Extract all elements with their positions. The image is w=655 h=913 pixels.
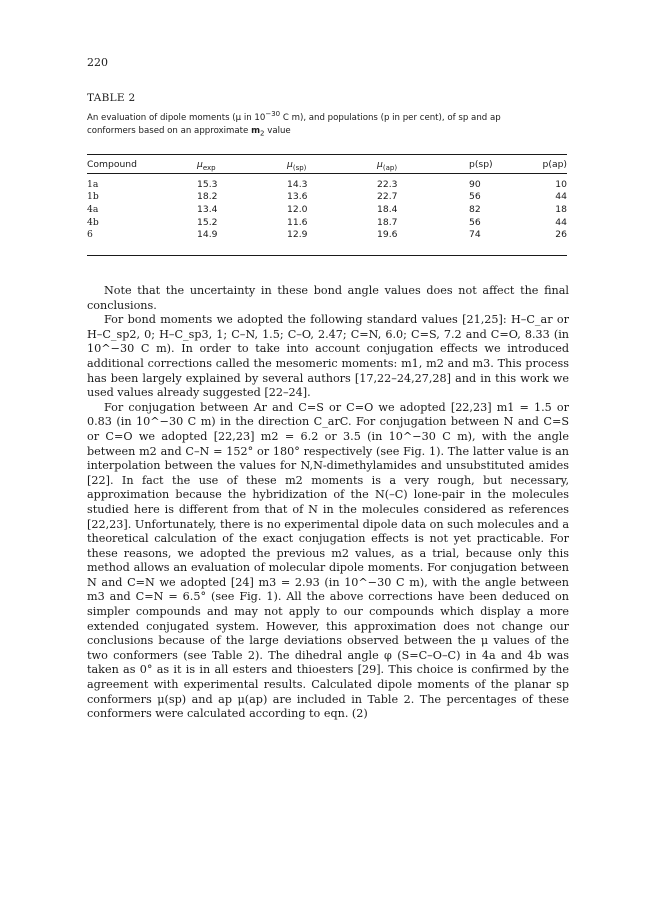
caption-line2-rest: value <box>264 126 291 136</box>
cell-mu-ap: 22.3 <box>377 178 398 190</box>
table-row <box>87 203 567 216</box>
caption-exponent: −30 <box>265 110 281 119</box>
table-row <box>87 216 567 229</box>
cell-mu-exp: 18.2 <box>197 191 218 203</box>
header-mu-exp: $\mu_{exp}$ <box>197 159 216 172</box>
caption-line1-rest: C m), and populations (p in per cent), of sp and ap <box>280 113 501 123</box>
cell-p-sp: 56 <box>469 191 481 203</box>
cell-compound: 4b <box>87 216 99 228</box>
cell-mu-ap: 22.7 <box>377 191 398 203</box>
cell-p-ap: 44 <box>555 216 567 228</box>
table-row <box>87 174 567 191</box>
cell-mu-sp: 14.3 <box>287 178 308 190</box>
caption-m-symbol: m <box>251 126 261 136</box>
cell-mu-sp: 12.0 <box>287 203 308 215</box>
paragraph-3: For conjugation between Ar and C=S or C=O we adopted [22,23] m1 = 1.5 or 0.83 (in 10^−30 C m) in the direction C_arC. For conjugation between N and C=S or C=O we adopted [22,23] m2 = 6.2 or 3.5 (in 10^−30 C m), with the angle between m2 and C–N = 152° or 180° respectively (see Fig. 1). The latter value is an interpolation between the values for N,N-dimethylamides and unsubstituted amides [22]. In fact the use of these m2 moments is a very rough, but necessary, approximation because the hybridization of the N(–C) lone-pair in the molecules studied here is different from that of N in the molecules considered as references [22,23]. Unfortunately, there is no experimental dipole data on such molecules and a theoretical calculation of the exact conjugation effects is not yet practicable. For these reasons, we adopted the previous m2 values, as a trial, because only this method allows an evaluation of molecular dipole moments. For conjugation between N and C=N we adopted [24] m3 = 2.93 (in 10^−30 C m), with the angle between m3 and C=N = 6.5° (see Fig. 1). All the above corrections have been deduced on simpler compounds and may not apply to our compounds which display a more extended conjugated system. However, this approximation does not change our conclusions because of the large deviations observed between the μ values of the two conformers (see Table 2). The dihedral angle φ (S=C–O–C) in 4a and 4b was taken as 0° as it is in all esters and thioesters [29]. This choice is confirmed by the agreement with experimental results. Calculated dipole moments of the planar sp conformers μ(sp) and ap μ(ap) are included in Table 2. The percentages of these conformers were calculated according to eqn. (2) <box>87 400 569 721</box>
cell-mu-ap: 18.7 <box>377 216 398 228</box>
cell-p-ap: 44 <box>555 191 567 203</box>
table-row <box>87 191 567 204</box>
cell-mu-ap: 18.4 <box>377 203 398 215</box>
header-compound: Compound <box>87 159 137 170</box>
cell-mu-ap: 19.6 <box>377 229 398 241</box>
table-caption <box>87 112 569 138</box>
paragraph-2: For bond moments we adopted the following standard values [21,25]: H–C_ar or H–C_sp2, 0; H–C_sp3, 1; C–N, 1.5; C–O, 2.47; C=N, 6.0; C=S, 7.2 and C=O, 8.33 (in 10^−30 C m). In order to take into account conjugation effects we introduced additional corrections called the mesomeric moments: m1, m2 and m3. This process has been largely explained by several authors [17,22–24,27,28] and in this work we used values already suggested [22–24]. <box>87 313 569 400</box>
cell-p-sp: 74 <box>469 229 481 241</box>
cell-compound: 1b <box>87 191 99 203</box>
caption-m-subscript: 2 <box>260 129 265 138</box>
cell-mu-exp: 13.4 <box>197 203 218 215</box>
cell-p-sp: 56 <box>469 216 481 228</box>
cell-p-sp: 90 <box>469 178 481 190</box>
header-p-sp: p(sp) <box>469 159 493 170</box>
table-header-row <box>87 155 567 174</box>
cell-mu-sp: 12.9 <box>287 229 308 241</box>
cell-p-ap: 26 <box>555 229 567 241</box>
page-number: 220 <box>87 56 108 69</box>
cell-mu-sp: 11.6 <box>287 216 308 228</box>
paragraph-1: Note that the uncertainty in these bond angle values does not affect the final conclusions. <box>87 284 569 312</box>
header-mu-ap: $\mu_{(ap)}$ <box>377 159 398 172</box>
table-row <box>87 228 567 241</box>
body-text <box>87 284 569 722</box>
cell-compound: 1a <box>87 178 99 190</box>
header-p-ap: p(ap) <box>542 159 567 170</box>
cell-mu-sp: 13.6 <box>287 191 308 203</box>
cell-compound: 4a <box>87 203 99 215</box>
header-mu-sp: $\mu_{(sp)}$ <box>287 159 307 172</box>
caption-line1: An evaluation of dipole moments (μ in 10 <box>87 113 266 123</box>
cell-p-ap: 18 <box>555 203 567 215</box>
cell-p-ap: 10 <box>555 178 567 190</box>
cell-mu-exp: 15.3 <box>197 178 218 190</box>
dipole-moment-table <box>87 155 567 241</box>
caption-line2: conformers based on an approximate <box>87 126 252 136</box>
cell-p-sp: 82 <box>469 203 481 215</box>
cell-compound: 6 <box>87 229 93 241</box>
cell-mu-exp: 14.9 <box>197 229 218 241</box>
cell-mu-exp: 15.2 <box>197 216 218 228</box>
table-label: TABLE 2 <box>87 92 136 104</box>
table-bottom-rule <box>87 255 567 256</box>
